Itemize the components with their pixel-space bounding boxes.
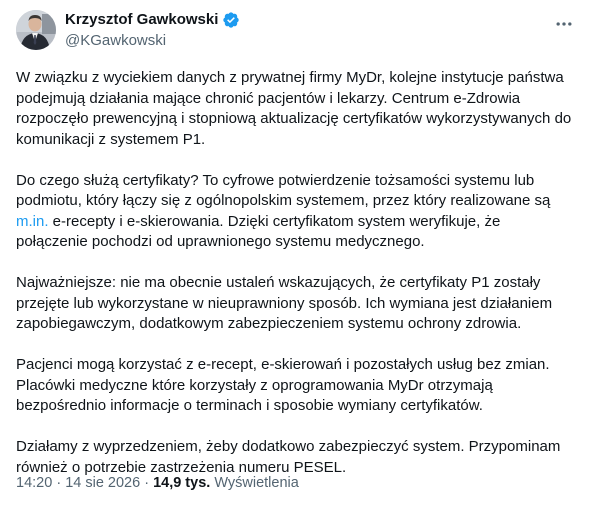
tweet-meta (16, 473, 299, 493)
tweet-text (16, 68, 576, 478)
verified-badge-icon (222, 11, 240, 29)
author-block (65, 10, 240, 51)
tweet-time[interactable]: 14:20 (16, 475, 53, 491)
author-name[interactable]: Krzysztof Gawkowski (65, 11, 219, 28)
tweet-paragraph-3: Najważniejsze: nie ma obecnie ustaleń wskazujących, że certyfikaty P1 zostały przejęte lub wykorzystane w nieuprawniony sposób. Ich wymiana jest działaniem zapobiegawczym, dodatkowym zabezpieczeniem systemu ochrony zdrowia. (16, 274, 553, 332)
tweet-paragraph-4: Pacjenci mogą korzystać z e-recept, e-skierowań i pozostałych usług bez zmian. Placówki medyczne które korzystały z oprogramowania MyDr otrzymają bezpośrednio informacje o terminach i sposobie wymiany certyfikatów. (16, 356, 550, 414)
tweet-paragraph-2-text-a: Do czego służą certyfikaty? To cyfrowe potwierdzenie tożsamości systemu lub podmiotu, który łączy się z ogólnopolskim systemem, przez który realizowane są (16, 171, 551, 209)
tweet-date[interactable]: 14 sie 2026 (65, 475, 141, 491)
author-handle[interactable]: @KGawkowski (65, 32, 167, 49)
views-label: Wyświetlenia (210, 475, 299, 491)
tweet-paragraph-2-text-b: e-recepty i e-skierowania. Dzięki certyfikatom system weryfikuje, że połączenie pochodzi od uprawnionego systemu medycznego. (16, 212, 501, 250)
tweet-link-m-in[interactable]: m.in. (16, 212, 49, 230)
tweet-header (16, 10, 576, 54)
meta-separator: · (52, 475, 66, 491)
tweet-paragraph-5: Działamy z wyprzedzeniem, żeby dodatkowo zabezpieczyć system. Przypominam również o potrzebie zastrzeżenia numeru PESEL. (16, 438, 561, 476)
tweet-paragraph-2 (16, 171, 576, 253)
more-options-icon[interactable] (554, 14, 574, 34)
avatar[interactable] (16, 10, 56, 50)
views-count: 14,9 tys. (153, 475, 211, 491)
avatar-image (16, 10, 56, 50)
author-name-row[interactable] (65, 10, 240, 30)
meta-separator: · (140, 475, 154, 491)
tweet-paragraph-1: W związku z wyciekiem danych z prywatnej firmy MyDr, kolejne instytucje państwa podejmują działania mające chronić pacjentów i lekarzy. Centrum e-Zdrowia rozpoczęło prewencyjną i stopniową aktualizację certyfikatów wykorzystywanych do komunikacji z systemem P1. (16, 69, 572, 148)
